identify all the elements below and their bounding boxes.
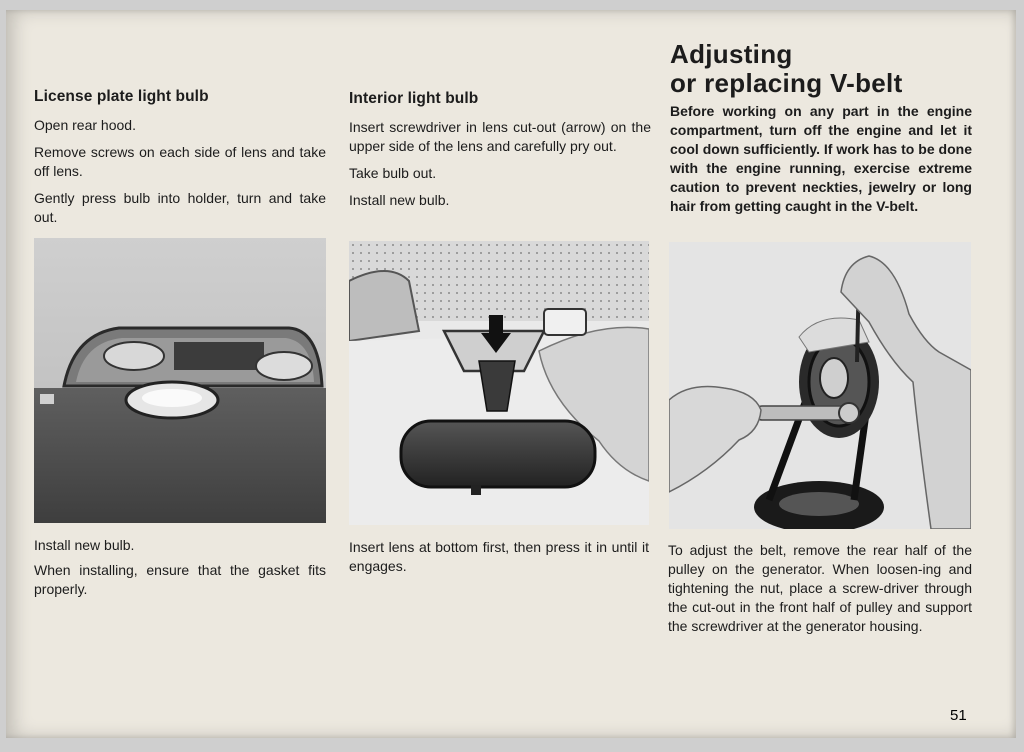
warning-engine-caution: Before working on any part in the engine compartment, turn off the engine and let it cool down sufficiently. If work has to be done with the engine running, exercise extreme caution to prevent neckties, jewelry or long hair from getting caught in the V-belt.	[670, 103, 972, 214]
manual-page	[6, 10, 1016, 738]
column-v-belt-after	[668, 541, 972, 636]
step-insert-screwdriver: Insert screwdriver in lens cut-out (arrow) on the upper side of the lens and carefully pry out.	[349, 119, 651, 154]
photo-interior-light	[349, 241, 649, 525]
step-press-bulb: Gently press bulb into holder, turn and take out.	[34, 190, 326, 225]
heading-interior-light: Interior light bulb	[349, 90, 479, 107]
step-open-hood: Open rear hood.	[34, 117, 136, 133]
column-interior-after	[349, 538, 649, 576]
title-or-replacing-v-belt: or replacing V-belt	[670, 68, 903, 98]
title-adjusting: Adjusting	[670, 39, 793, 69]
step-ensure-gasket: When installing, ensure that the gasket fits properly.	[34, 562, 326, 597]
step-take-bulb-out: Take bulb out.	[349, 165, 437, 181]
step-install-new-bulb-2: Install new bulb.	[349, 192, 450, 208]
heading-license-plate-light: License plate light bulb	[34, 88, 209, 105]
column-v-belt	[670, 40, 972, 216]
column-license-plate	[34, 88, 326, 227]
photo-license-plate-light	[34, 238, 326, 523]
step-adjust-belt: To adjust the belt, remove the rear half of the pulley on the generator. When loosen-ing and tightening the nut, place a screw-driver through the cut-out in the front half of pulley and support the screwdriver at the generator housing.	[668, 542, 972, 634]
photo-v-belt	[669, 242, 971, 529]
step-insert-lens: Insert lens at bottom first, then press it in until it engages.	[349, 539, 649, 574]
step-remove-screws: Remove screws on each side of lens and take off lens.	[34, 144, 326, 179]
column-license-plate-after	[34, 536, 326, 599]
step-install-new-bulb-1: Install new bulb.	[34, 537, 135, 553]
page-number: 51	[950, 707, 967, 724]
column-interior-light	[349, 90, 651, 210]
